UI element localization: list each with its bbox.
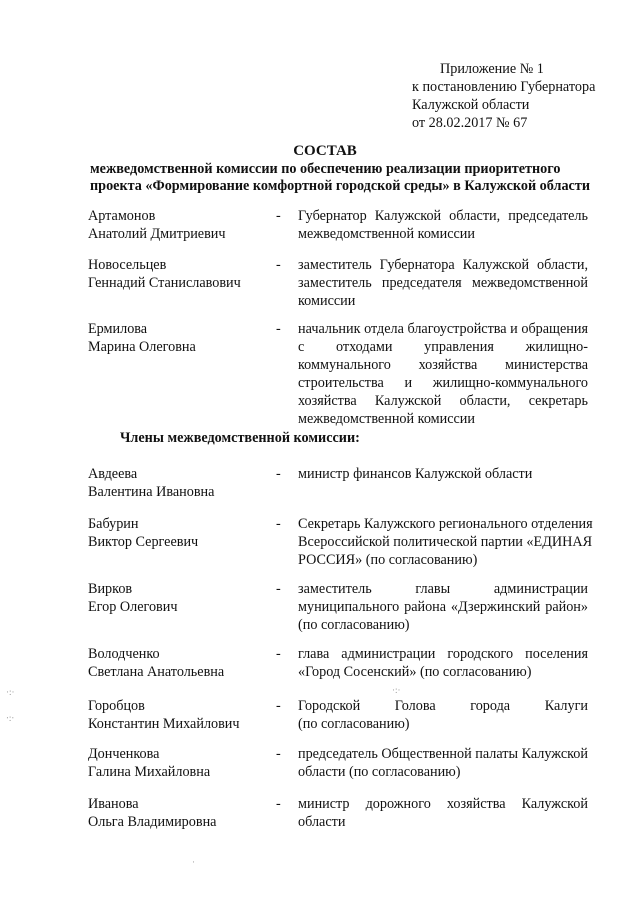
role-line: заместитель Губернатора Калужской области, [298, 257, 588, 273]
member-surname: Донченкова [88, 746, 160, 762]
role-line: области (по согласованию) [298, 764, 461, 780]
title-subtitle-line-1: межведомственной комиссии по обеспечению реализации приоритетного [90, 161, 561, 177]
member-name [88, 320, 268, 356]
role-line: Всероссийской политической партии «ЕДИНАЯ [298, 534, 593, 550]
annex-date: от 28.02.2017 № 67 [412, 115, 528, 131]
role-line: области [298, 814, 346, 830]
member-given-name: Виктор Сергеевич [88, 534, 199, 550]
role-line: РОССИЯ» (по согласованию) [298, 552, 478, 568]
member-surname: Вирков [88, 581, 133, 597]
member-role [298, 697, 588, 733]
member-name [88, 465, 268, 501]
members-heading: Члены межведомственной комиссии: [120, 430, 360, 446]
member-surname: Новосельцев [88, 257, 167, 273]
separator-dash: - [276, 208, 281, 224]
separator-dash: - [276, 646, 281, 662]
member-given-name: Анатолий Дмитриевич [88, 226, 226, 242]
annex-number: Приложение № 1 [440, 61, 544, 77]
member-role [298, 745, 588, 781]
role-line: муниципального района «Дзержинский район» [298, 599, 588, 615]
role-line: (по согласованию) [298, 716, 410, 732]
member-surname: Авдеева [88, 466, 138, 482]
role-line: коммунального хозяйства министерства [298, 357, 588, 373]
role-line: начальник отдела благоустройства и обращения [298, 321, 588, 337]
role-line: Городской Голова города Калуги [298, 698, 588, 714]
annex-header [412, 60, 595, 132]
member-given-name: Галина Михайловна [88, 764, 211, 780]
member-given-name: Светлана Анатольевна [88, 664, 225, 680]
member-role [298, 795, 588, 831]
annex-resolution: к постановлению Губернатора [412, 79, 596, 95]
role-line: комиссии [298, 293, 356, 309]
member-given-name: Константин Михайлович [88, 716, 240, 732]
scan-speck: · [192, 857, 195, 867]
role-line: строительства и жилищно-коммунального [298, 375, 588, 391]
document-title [90, 143, 591, 195]
member-given-name: Валентина Ивановна [88, 484, 215, 500]
member-given-name: Марина Олеговна [88, 339, 196, 355]
scan-speck: ·:· [392, 685, 401, 695]
member-role [298, 256, 588, 310]
role-line: Губернатор Калужской области, председатель [298, 208, 588, 224]
member-name [88, 697, 268, 733]
member-role [298, 580, 588, 634]
member-given-name: Егор Олегович [88, 599, 178, 615]
member-surname: Володченко [88, 646, 160, 662]
role-line: председатель Общественной палаты Калужской [298, 746, 588, 762]
title-main: СОСТАВ [293, 143, 357, 159]
member-surname: Ермилова [88, 321, 148, 337]
member-role [298, 515, 593, 569]
role-line: министр дорожного хозяйства Калужской [298, 796, 588, 812]
member-name [88, 580, 268, 616]
member-surname: Бабурин [88, 516, 139, 532]
member-name [88, 745, 268, 781]
member-name [88, 645, 268, 681]
role-line: «Город Сосенский» (по согласованию) [298, 664, 532, 680]
role-line: с отходами управления жилищно- [298, 339, 588, 355]
separator-dash: - [276, 796, 281, 812]
title-subtitle-line-2: проекта «Формирование комфортной городской среды» в Калужской области [90, 178, 591, 194]
role-line: Секретарь Калужского регионального отделения [298, 516, 593, 532]
role-line: (по согласованию) [298, 617, 410, 633]
member-given-name: Геннадий Станиславович [88, 275, 241, 291]
member-surname: Артамонов [88, 208, 156, 224]
separator-dash: - [276, 516, 281, 532]
role-line: межведомственной комиссии [298, 411, 475, 427]
scan-speck: ‧:‧ [6, 713, 15, 723]
member-role [298, 320, 588, 428]
separator-dash: - [276, 321, 281, 337]
role-line: хозяйства Калужской области, секретарь [298, 393, 588, 409]
separator-dash: - [276, 581, 281, 597]
member-surname: Иванова [88, 796, 139, 812]
member-given-name: Ольга Владимировна [88, 814, 217, 830]
member-role [298, 645, 588, 681]
role-line: заместитель главы администрации [298, 581, 588, 597]
separator-dash: - [276, 698, 281, 714]
member-role [298, 207, 588, 243]
role-line: межведомственной комиссии [298, 226, 475, 242]
member-name [88, 256, 268, 292]
role-line: министр финансов Калужской области [298, 466, 533, 482]
role-line: заместитель председателя межведомственной [298, 275, 588, 291]
member-name [88, 515, 268, 551]
member-surname: Горобцов [88, 698, 145, 714]
separator-dash: - [276, 746, 281, 762]
member-name [88, 207, 268, 243]
member-role [298, 465, 588, 483]
role-line: глава администрации городского поселения [298, 646, 588, 662]
separator-dash: - [276, 466, 281, 482]
separator-dash: - [276, 257, 281, 273]
member-name [88, 795, 268, 831]
annex-region: Калужской области [412, 97, 530, 113]
scan-speck: ·:· [6, 687, 15, 697]
